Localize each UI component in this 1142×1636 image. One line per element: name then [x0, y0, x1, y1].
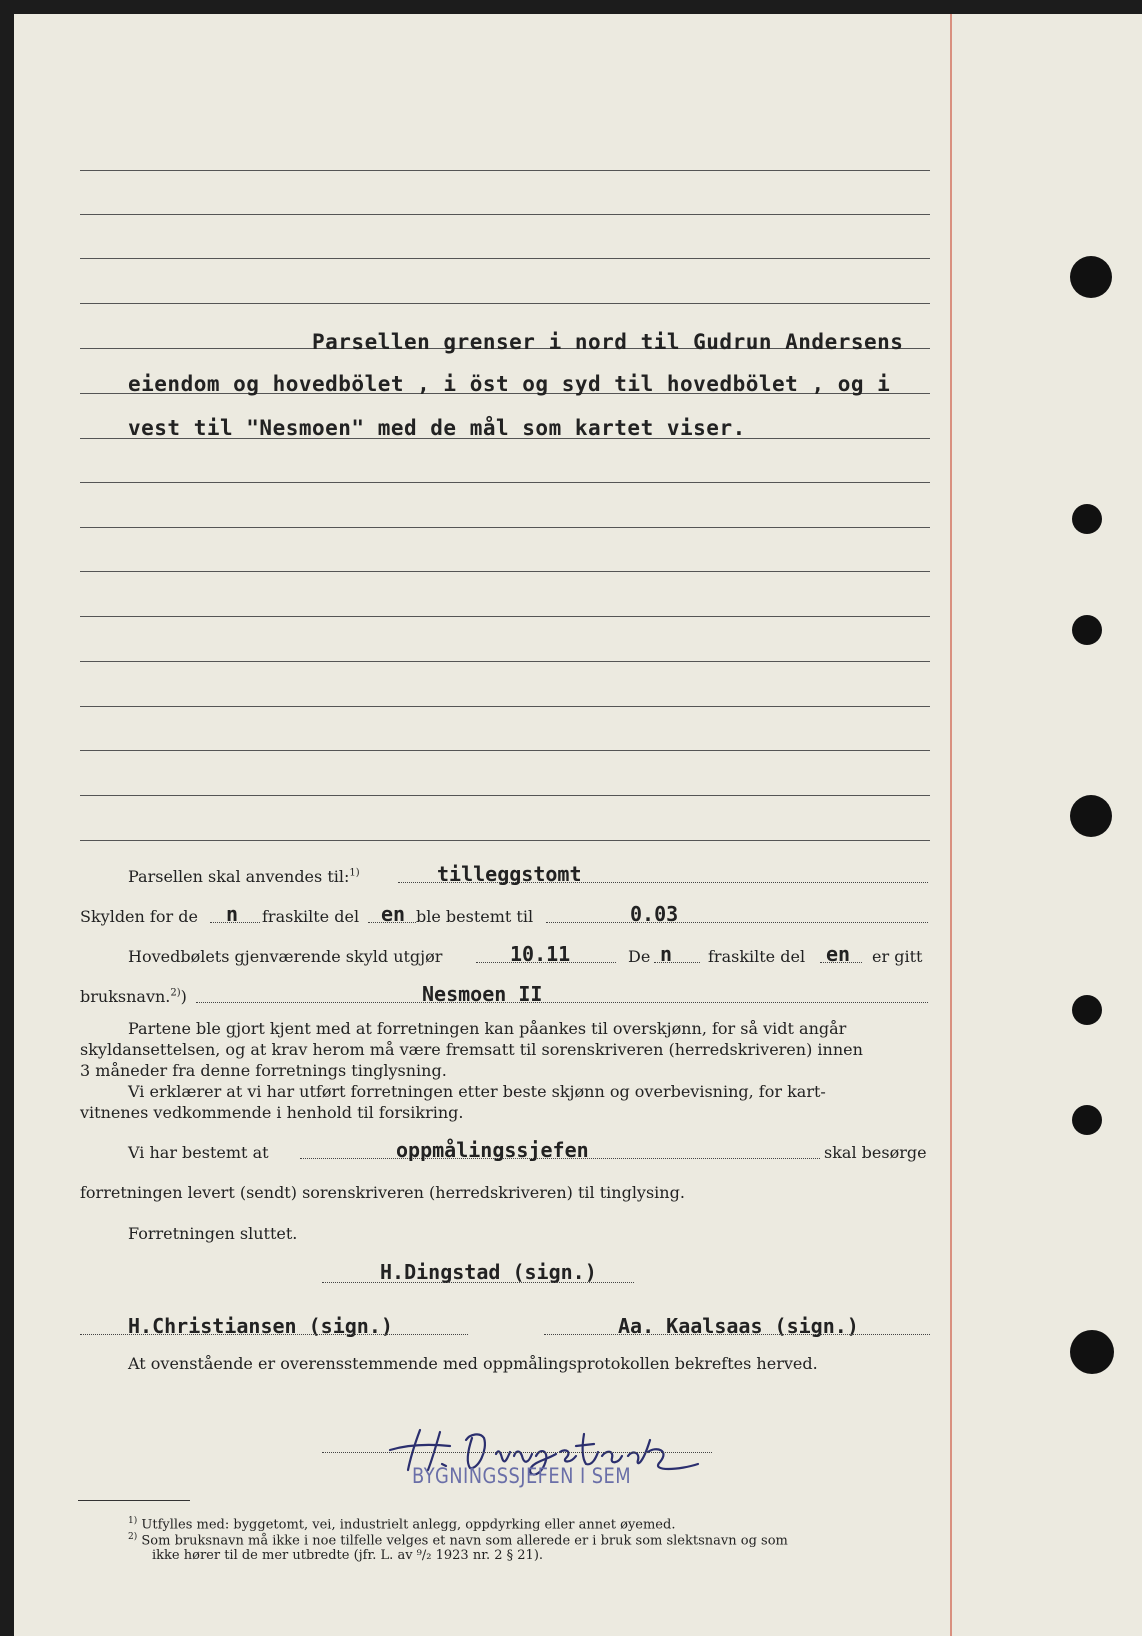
ruled-line — [80, 795, 930, 796]
punch-hole — [1072, 1105, 1102, 1135]
punch-hole — [1072, 615, 1102, 645]
ruled-line — [80, 571, 930, 572]
ruled-line — [80, 527, 930, 528]
de-label: De — [628, 947, 651, 966]
punch-hole — [1072, 995, 1102, 1025]
ruled-line — [80, 170, 930, 171]
sign-main: H.Dingstad (sign.) — [380, 1260, 597, 1284]
footnote-rule — [78, 1500, 190, 1501]
usage-label: Parsellen skal anvendes til:$^{1)}$ — [128, 867, 360, 886]
er-gitt-label: er gitt — [872, 947, 923, 966]
erklaerer-line-1: Vi erklærer at vi har utført forretningen etter beste skjønn og overbevisning, for kart- — [128, 1082, 826, 1101]
punch-hole — [1070, 1330, 1114, 1374]
typed-line-2: eiendom og hovedbölet , i öst og syd til hovedbölet , og i — [128, 372, 891, 396]
ruled-line — [80, 482, 930, 483]
erklaerer-line-2: vitnenes vedkommende i henhold til forsikring. — [80, 1103, 464, 1122]
sign-right-dotted — [544, 1334, 930, 1335]
partene-line-2: skyldansettelsen, og at krav herom må være fremsatt til sorenskriveren (herredskriveren) innen — [80, 1040, 863, 1059]
ruled-line — [80, 840, 930, 841]
footnote-2-cont: ikke hører til de mer utbredte (jfr. L. av ⁹/₂ 1923 nr. 2 § 21). — [152, 1548, 544, 1563]
skyld-fill2: en — [381, 902, 406, 926]
partene-line-3: 3 måneder fra denne forretnings tinglysning. — [80, 1061, 447, 1080]
bestemt-value: oppmålingssjefen — [396, 1138, 589, 1162]
skyld-value: 0.03 — [630, 902, 679, 926]
fraskilte-fill: en — [826, 942, 851, 966]
levert-text: forretningen levert (sendt) sorenskriveren (herredskriveren) til tinglysing. — [80, 1183, 685, 1202]
skal-besorge-label: skal besørge — [824, 1143, 927, 1162]
punch-hole — [1072, 504, 1102, 534]
confirm-text: At ovenstående er overensstemmende med oppmålingsprotokollen bekreftes herved. — [128, 1354, 818, 1373]
usage-value: tilleggstomt — [437, 862, 582, 886]
ruled-line — [80, 214, 930, 215]
partene-line-1: Partene ble gjort kjent med at forretningen kan påankes til overskjønn, for så vidt angår — [128, 1019, 847, 1038]
ruled-line — [80, 750, 930, 751]
bruksnavn-label: bruksnavn.$^{2)}$) — [80, 987, 187, 1006]
ruled-line — [80, 616, 930, 617]
punch-hole — [1070, 256, 1112, 298]
footnote-2: $^{2)}$ Som bruksnavn må ikke i noe tilfelle velges et navn som allerede er i bruk som slektsnavn og som — [128, 1532, 788, 1549]
skyld-part3: ble bestemt til — [416, 907, 534, 926]
ruled-line — [80, 258, 930, 259]
punch-hole — [1070, 795, 1112, 837]
bruksnavn-value: Nesmoen II — [422, 982, 543, 1006]
sign-left-dotted — [80, 1334, 468, 1335]
typed-line-1: Parsellen grenser i nord til Gudrun Andersens — [312, 330, 904, 354]
signature-dotted — [322, 1452, 712, 1453]
sign-main-dotted — [322, 1282, 634, 1283]
ruled-line — [80, 706, 930, 707]
sign-left: H.Christiansen (sign.) — [128, 1314, 393, 1338]
bruksnavn-dotted — [196, 1002, 928, 1003]
hoved-value: 10.11 — [510, 942, 571, 966]
ruled-line — [80, 661, 930, 662]
red-margin-line — [950, 14, 952, 1636]
fraskilte-label: fraskilte del — [708, 947, 806, 966]
skyld-fill1: n — [226, 902, 239, 926]
skyld-part2: fraskilte del — [262, 907, 360, 926]
skyld-dotted-3 — [546, 922, 928, 923]
sign-right: Aa. Kaalsaas (sign.) — [618, 1314, 859, 1338]
bestemt-label: Vi har bestemt at — [128, 1143, 269, 1162]
skyld-part1: Skylden for de — [80, 907, 198, 926]
ruled-line — [80, 303, 930, 304]
hoved-label: Hovedbølets gjenværende skyld utgjør — [128, 947, 443, 966]
official-stamp: BYGNINGSSJEFEN I SEM — [412, 1464, 632, 1488]
sluttet-text: Forretningen sluttet. — [128, 1224, 298, 1243]
de-fill: n — [660, 942, 673, 966]
typed-line-3: vest til "Nesmoen" med de mål som kartet viser. — [128, 416, 746, 440]
footnote-1: $^{1)}$ Utfylles med: byggetomt, vei, industrielt anlegg, oppdyrking eller annet øyemed. — [128, 1516, 676, 1533]
